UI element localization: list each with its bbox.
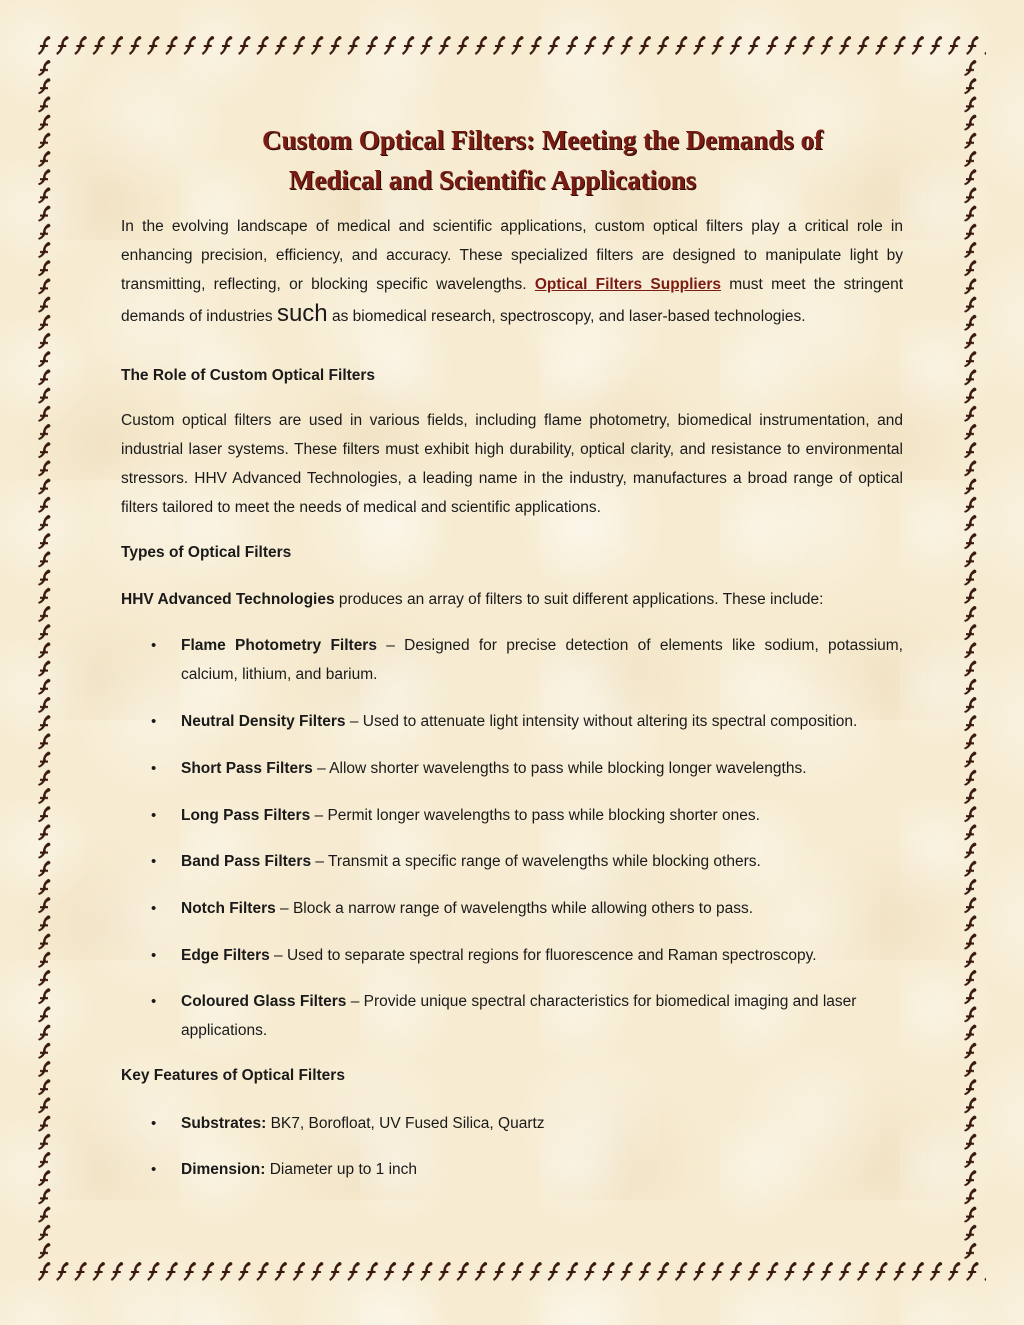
list-item-name: Neutral Density Filters [181,713,346,730]
list-item [121,801,903,830]
page-title [120,120,905,200]
list-item-desc: BK7, Borofloat, UV Fused Silica, Quartz [270,1115,545,1132]
role-paragraph: Custom optical filters are used in various fields, including flame photometry, biomedical instrumentation, and industrial laser systems. These filters must exhibit high durability, optical clarity, and resistance to environmental stressors. HHV Advanced Technologies, a leading name in the industry, manufactures a broad range of optical filters tailored to meet the needs of medical and scientific applications. [121,412,903,516]
bullet-icon: • [151,637,157,654]
list-item [121,754,903,783]
title-line-1: Custom Optical Filters: Meeting the Demands of [262,125,823,155]
bullet-icon: • [151,1161,157,1178]
intro-paragraph [121,212,903,331]
bullet-icon: • [151,947,157,964]
bullet-icon: • [151,807,157,824]
list-item [121,707,903,736]
list-item-desc: – Allow shorter wavelengths to pass while blocking longer wavelengths. [317,760,807,777]
intro-text-3: as biomedical research, spectroscopy, and laser-based technologies. [331,308,806,325]
bullet-icon: • [151,1115,157,1132]
types-heading: Types of Optical Filters [121,544,292,561]
list-item-desc: – Transmit a specific range of wavelengths while blocking others. [315,853,761,870]
types-intro-paragraph [121,585,903,614]
bullet-icon: • [151,760,157,777]
list-item [121,941,903,970]
list-item [121,987,903,1045]
list-item-name: Band Pass Filters [181,853,312,870]
optical-filters-suppliers-link[interactable]: Optical Filters Suppliers [534,276,722,293]
list-item-desc: – Block a narrow range of wavelengths while allowing others to pass. [280,900,754,917]
list-item-desc: – Permit longer wavelengths to pass while blocking shorter ones. [314,807,760,824]
bullet-icon: • [151,713,157,730]
types-intro-text: produces an array of filters to suit different applications. These include: [338,591,824,608]
list-item-name: Notch Filters [181,900,276,917]
intro-large-word: such [276,300,328,327]
list-item-name: Substrates: [181,1115,267,1132]
list-item-desc: Diameter up to 1 inch [269,1161,418,1178]
bullet-icon: • [151,900,157,917]
title-line-2: Medical and Scientific Applications [288,165,697,195]
list-item [121,847,903,876]
list-item-name: Short Pass Filters [181,760,313,777]
list-item-name: Dimension: [181,1161,266,1178]
role-heading: The Role of Custom Optical Filters [121,367,376,384]
list-item-desc: – Provide unique spectral characteristics for biomedical imaging and laser applications. [181,993,857,1039]
list-item [121,1155,903,1184]
intro-text-2: must meet the stringent demands of industries [121,276,904,325]
list-item-desc: – Designed for precise detection of elements like sodium, potassium, calcium, lithium, and barium. [181,637,903,683]
bullet-icon: • [151,993,157,1010]
list-item-desc: – Used to attenuate light intensity without altering its spectral composition. [349,713,858,730]
intro-text-1: In the evolving landscape of medical and scientific applications, custom optical filters play a critical role in enhancing precision, efficiency, and accuracy. These specialized filters are designed to manipulate light by transmitting, reflecting, or blocking specific wavelengths. [121,218,903,293]
list-item [121,1109,903,1138]
list-item-name: Flame Photometry Filters [181,637,377,654]
list-item-name: Edge Filters [181,947,270,964]
types-intro-company: HHV Advanced Technologies [121,591,335,608]
list-item-name: Long Pass Filters [181,807,311,824]
list-item-desc: – Used to separate spectral regions for fluorescence and Raman spectroscopy. [274,947,817,964]
list-item [121,894,903,923]
features-heading: Key Features of Optical Filters [121,1067,345,1084]
list-item [121,631,903,689]
bullet-icon: • [151,853,157,870]
list-item-name: Coloured Glass Filters [181,993,347,1010]
